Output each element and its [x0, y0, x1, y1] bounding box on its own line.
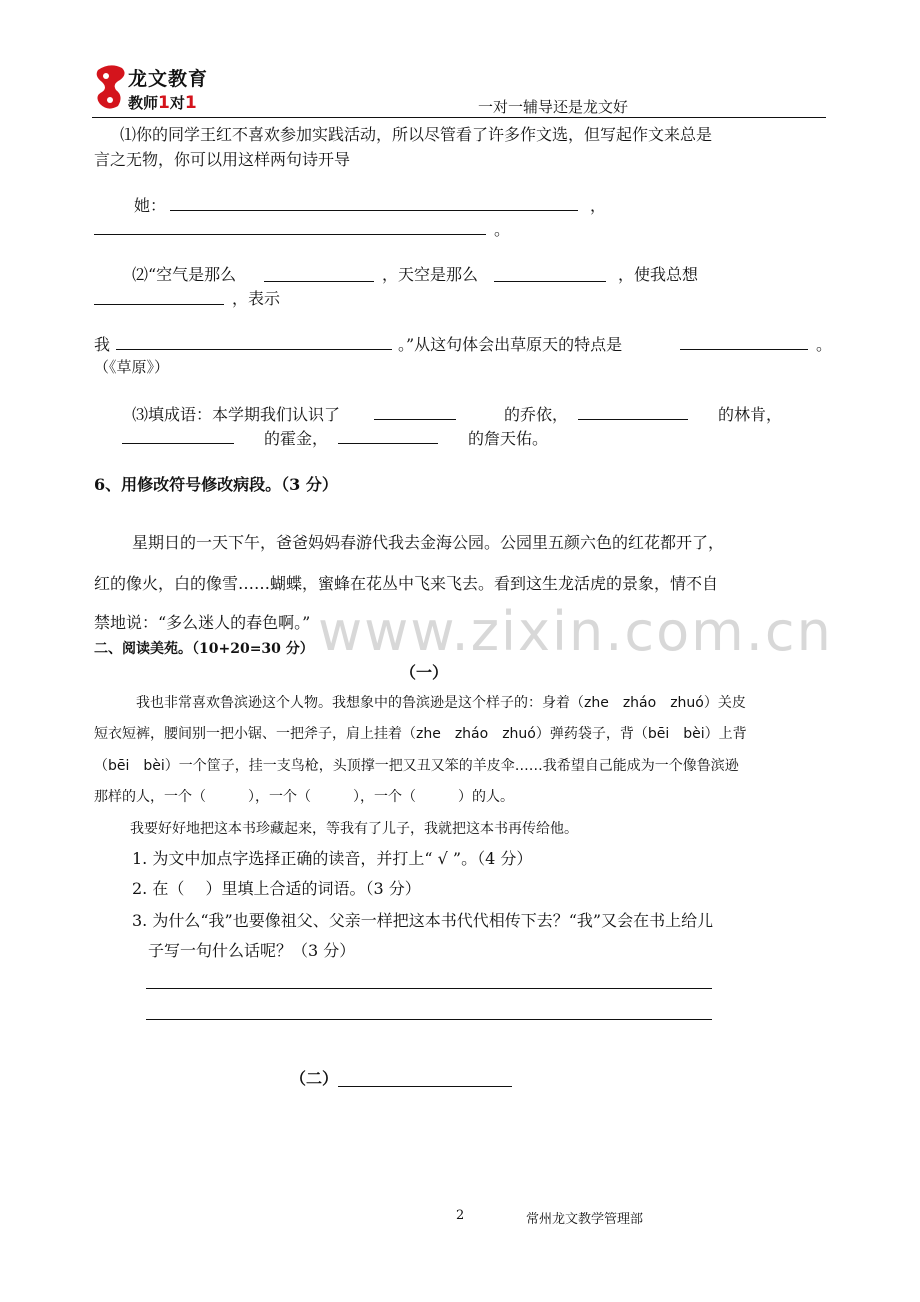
passage-line3: （bēi bèi）一个筐子，挂一支鸟枪，头顶撑一把又丑又笨的羊皮伞……我希望自己能成为一个像鲁滨逊	[94, 758, 739, 774]
answer-blank[interactable]	[122, 443, 234, 444]
q5-p2-text-c: ，使我总想	[618, 265, 699, 284]
answer-line[interactable]	[170, 210, 578, 211]
answer-line[interactable]	[146, 1019, 712, 1020]
answer-line[interactable]	[94, 234, 486, 235]
q5-p2-text-a: ⑵“空气是那么	[132, 265, 237, 284]
question-2: 2. 在（ ）里填上合适的词语。（3 分）	[132, 879, 421, 898]
q6-line3: 禁地说：“多么迷人的春色啊。”	[94, 613, 311, 632]
q5-p3-text-b: 的乔依，	[504, 405, 569, 424]
q5-p2-source: （《草原》）	[94, 358, 170, 376]
q5-p1-line1: ⑴你的同学王红不喜欢参加实践活动，所以尽管看了许多作文选，但写起作文来总是	[120, 125, 713, 144]
passage-line2: 短衣短裤，腰间别一把小锯、一把斧子，肩上挂着（zhe zháo zhuó）弹药袋子，背（bēi bèi）上背	[94, 726, 747, 742]
q5-p2-text-f: 。”从这句体会出草原天的特点是	[398, 335, 623, 354]
header-rule	[92, 117, 826, 118]
watermark: www.zixin.com.cn	[318, 600, 833, 663]
question-3-line1: 3. 为什么“我”也要像祖父、父亲一样把这本书代代相传下去？“我”又会在书上给儿	[132, 911, 714, 930]
q5-p3-text-c: 的林肯，	[718, 405, 783, 424]
q5-p1-she: 她：	[134, 196, 167, 215]
q5-p3-text-d: 的霍金，	[264, 429, 329, 448]
section2-title: 二、阅读美苑。（10+20=30 分）	[94, 641, 314, 657]
title-blank[interactable]	[338, 1086, 512, 1087]
question-3-line2: 子写一句什么话呢？（3 分）	[148, 941, 356, 960]
section2-part2-heading: （二）	[290, 1069, 339, 1088]
q5-p1-comma: ，	[590, 196, 607, 215]
answer-blank[interactable]	[680, 349, 808, 350]
answer-blank[interactable]	[264, 281, 374, 282]
section2-part1-heading: （一）	[400, 663, 449, 682]
q6-line1: 星期日的一天下午，爸爸妈妈春游代我去金海公园。公园里五颜六色的红花都开了，	[132, 533, 725, 552]
answer-line[interactable]	[146, 988, 712, 989]
q5-p3-text-e: 的詹天佑。	[468, 429, 549, 448]
brand-logo	[92, 62, 222, 116]
logo-mark-icon	[92, 62, 130, 112]
q5-p2-text-g: 。	[816, 335, 833, 354]
q5-p1-line2: 言之无物，你可以用这样两句诗开导	[94, 150, 351, 169]
answer-blank[interactable]	[94, 304, 224, 305]
answer-blank[interactable]	[116, 349, 392, 350]
footer-department: 常州龙文教学管理部	[526, 1212, 644, 1227]
brand-tagline: 教师1对1	[128, 93, 197, 113]
q5-p2-text-e: 我	[94, 335, 111, 354]
passage-line4: 那样的人，一个（ ），一个（ ），一个（ ）的人。	[94, 789, 514, 805]
page-number: 2	[456, 1208, 465, 1223]
passage-para2: 我要好好地把这本书珍藏起来，等我有了儿子，我就把这本书再传给他。	[130, 821, 578, 837]
answer-blank[interactable]	[338, 443, 438, 444]
q6-title: 6、用修改符号修改病段。（3 分）	[94, 475, 338, 494]
q5-p3-text-a: ⑶填成语：本学期我们认识了	[132, 405, 341, 424]
question-1: 1. 为文中加点字选择正确的读音，并打上“ √ ”。（4 分）	[132, 849, 533, 868]
q6-line2: 红的像火，白的像雪……蝴蝶，蜜蜂在花丛中飞来飞去。看到这生龙活虎的景象，情不自	[94, 574, 719, 593]
q5-p2-text-d: ，表示	[232, 289, 281, 308]
answer-blank[interactable]	[374, 419, 456, 420]
header-slogan: 一对一辅导还是龙文好	[478, 98, 629, 116]
answer-blank[interactable]	[494, 281, 606, 282]
q5-p2-text-b: ，天空是那么	[382, 265, 479, 284]
brand-name: 龙文教育	[128, 68, 209, 90]
q5-p1-period: 。	[494, 220, 511, 239]
passage-line1: 我也非常喜欢鲁滨逊这个人物。我想象中的鲁滨逊是这个样子的：身着（zhe zháo zhuó）关皮	[136, 695, 746, 711]
answer-blank[interactable]	[578, 419, 688, 420]
